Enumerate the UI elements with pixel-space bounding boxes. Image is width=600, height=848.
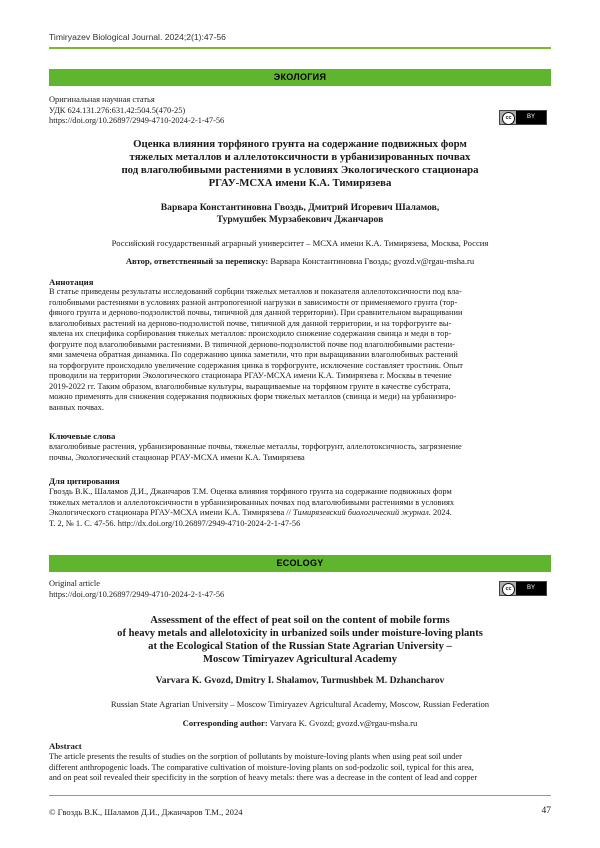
keywords-line: почвы, Экологический стационар РГАУ-МСХА имени К.А. Тимирязева	[49, 452, 305, 462]
section-band-en: ECOLOGY	[49, 555, 551, 572]
article-type-ru: Оригинальная научная статья	[49, 95, 155, 104]
citation-line	[49, 508, 551, 519]
udc-code: УДК 624.131.276:631.42:504.5(470-25)	[49, 105, 186, 115]
journal-name-italic: Тимирязевский биологический журнал.	[293, 508, 431, 517]
corr-label: Corresponding author:	[182, 718, 268, 728]
abstract-line: ями замечена обратная динамика. По содержанию цинка заметили, что при выращивании влаголюбивых растений	[49, 350, 458, 359]
corresponding-author-en	[49, 718, 551, 729]
footer-rule	[49, 795, 551, 796]
abstract-line: влаголюбивых растений на дерново-подзолистой почве, типичной для данной территории, и на торфогрунте вы-	[49, 318, 452, 328]
cc-license-badge-ru[interactable]	[499, 110, 547, 125]
cc-by-label: BY	[516, 582, 546, 595]
abstract-line: ванных почвах.	[49, 402, 104, 412]
title-line: Moscow Timiryazev Agricultural Academy	[202, 654, 398, 665]
page-number: 47	[541, 806, 551, 816]
authors-en: Varvara K. Gvozd, Dmitry I. Shalamov, Turmushbek M. Dzhancharov	[155, 675, 445, 686]
citation-line: тяжелых металлов и аллелотоксичности в урбанизированных почвах под влаголюбивыми растениями в условиях	[49, 497, 455, 507]
title-line: at the Ecological Station of the Russian State Agrarian University –	[148, 641, 452, 652]
abstract-heading-ru: Аннотация	[49, 277, 94, 287]
cc-icon: cc	[502, 583, 515, 596]
citation-line: Т. 2, № 1. С. 47-56. http://dx.doi.org/10.26897/2949-4710-2024-2-1-47-56	[49, 518, 301, 528]
corr-label: Автор, ответственный за переписку:	[125, 256, 269, 266]
title-line: of heavy metals and allelotoxicity in urbanized soils under moisture-loving plants	[117, 628, 483, 639]
keywords-line: влаголюбивые растения, урбанизированные почвы, тяжелые металлы, торфогрунт, аллелотоксичность, загрязнение	[49, 442, 462, 451]
doi-link-ru[interactable]: https://doi.org/10.26897/2949-4710-2024-2-1-47-56	[49, 116, 225, 125]
title-line: под влаголюбивыми растениями в условиях Экологического стационара	[121, 164, 479, 176]
authors-ru	[49, 202, 551, 227]
abstract-line: голюбивыми растениями в условиях разной антропогенной нагрузки в зависимости от применяемого грунта (тор-	[49, 297, 458, 307]
article-type-en: Original article	[49, 579, 100, 588]
abstract-line: В статье приведены результаты исследований сорбции тяжелых металлов и показателя аллелотоксичности под вла-	[49, 287, 462, 296]
abstract-ru	[49, 287, 551, 413]
citation-line: Гвоздь В.К., Шаламов Д.И., Джанчаров Т.М. Оценка влияния торфяного грунта на содержание подвижных форм	[49, 487, 452, 496]
abstract-line: The article presents the results of studies on the sorption of pollutants by moisture-loving plants when using peat soil under	[49, 752, 462, 761]
affiliation-en: Russian State Agrarian University – Moscow Timiryazev Agricultural Academy, Moscow, Russian Federation	[110, 699, 490, 709]
affiliation-ru: Российский государственный аграрный университет – МСХА имени К.А. Тимирязева, Москва, Россия	[111, 238, 489, 248]
corr-value: Варвара Константиновна Гвоздь; gvozd.v@rgau-msha.ru	[268, 256, 475, 266]
journal-header: Timiryazev Biological Journal. 2024;2(1):47-56	[49, 32, 226, 42]
abstract-line: different anthropogenic loads. The comparative cultivation of moisture-loving plants on sod-podzolic soil, typical for this area,	[49, 762, 474, 772]
citation-text: 2024.	[430, 508, 452, 517]
article-title-en	[49, 614, 551, 666]
corr-value: Varvara K. Gvozd; gvozd.v@rgau-msha.ru	[267, 718, 418, 728]
cc-icon: cc	[502, 112, 515, 125]
citation-heading-ru: Для цитирования	[49, 476, 120, 486]
meta-ru	[49, 95, 224, 127]
abstract-line: на торфогрунте происходило увеличение содержания цинка в торфогрунте, исключение составляет тростник. Опыт	[49, 360, 463, 370]
copyright-notice: © Гвоздь В.К., Шаламов Д.И., Джанчаров Т.М., 2024	[49, 807, 243, 817]
title-line: тяжелых металлов и аллелотоксичности в урбанизированных почвах	[129, 151, 471, 163]
title-line: Оценка влияния торфяного грунта на содержание подвижных форм	[133, 138, 467, 150]
doi-link-en[interactable]: https://doi.org/10.26897/2949-4710-2024-2-1-47-56	[49, 589, 225, 599]
cc-license-badge-en[interactable]	[499, 581, 547, 596]
corresponding-author-ru	[49, 256, 551, 267]
title-line: РГАУ-МСХА имени К.А. Тимирязева	[208, 177, 392, 189]
cc-by-label: BY	[516, 111, 546, 124]
citation-ru	[49, 487, 551, 529]
abstract-en	[49, 752, 551, 784]
abstract-line: фогрунте под влаголюбивыми растениями. В типичной дерново-подзолистой почве под влаголюбивыми растени-	[49, 339, 455, 349]
keywords-heading-ru: Ключевые слова	[49, 431, 116, 441]
header-rule	[49, 47, 551, 49]
meta-en	[49, 579, 224, 600]
authors-line: Турмушбек Мурзабекович Джанчаров	[216, 214, 384, 226]
abstract-line: явлена их специфика сорбирования тяжелых металлов: происходило снижение содержания свинца и меди в тор-	[49, 329, 452, 338]
abstract-line: and on peat soil revealed their specificity in the sorption of heavy metals: there was a decrease in the content of lead and copper	[49, 773, 478, 782]
abstract-line: можно применять для снижения содержания подвижных форм тяжелых металлов (свинца и меди) на урбанизиро-	[49, 392, 457, 401]
keywords-ru	[49, 442, 551, 463]
abstract-line: проводили на территории Экологического стационара РГАУ-МСХА имени К.А. Тимирязева г. Москвы в течение	[49, 371, 452, 380]
title-line: Assessment of the effect of peat soil on the content of mobile forms	[150, 615, 450, 626]
citation-text: Экологического стационара РГАУ-МСХА имени К.А. Тимирязева //	[49, 508, 294, 517]
authors-line: Варвара Константиновна Гвоздь, Дмитрий Игоревич Шаламов,	[160, 202, 440, 213]
abstract-line: фяного грунта и дерново-подзолистой почвы, типичной для данной территории). При сравнительном выращивании	[49, 308, 463, 317]
abstract-heading-en: Abstract	[49, 741, 82, 751]
abstract-line: 2019-2022 гг. Таким образом, влаголюбивые культуры, выращиваемые на торфяном грунте в качестве субстрата,	[49, 381, 451, 391]
article-title-ru	[49, 138, 551, 190]
section-band-ru: ЭКОЛОГИЯ	[49, 69, 551, 86]
